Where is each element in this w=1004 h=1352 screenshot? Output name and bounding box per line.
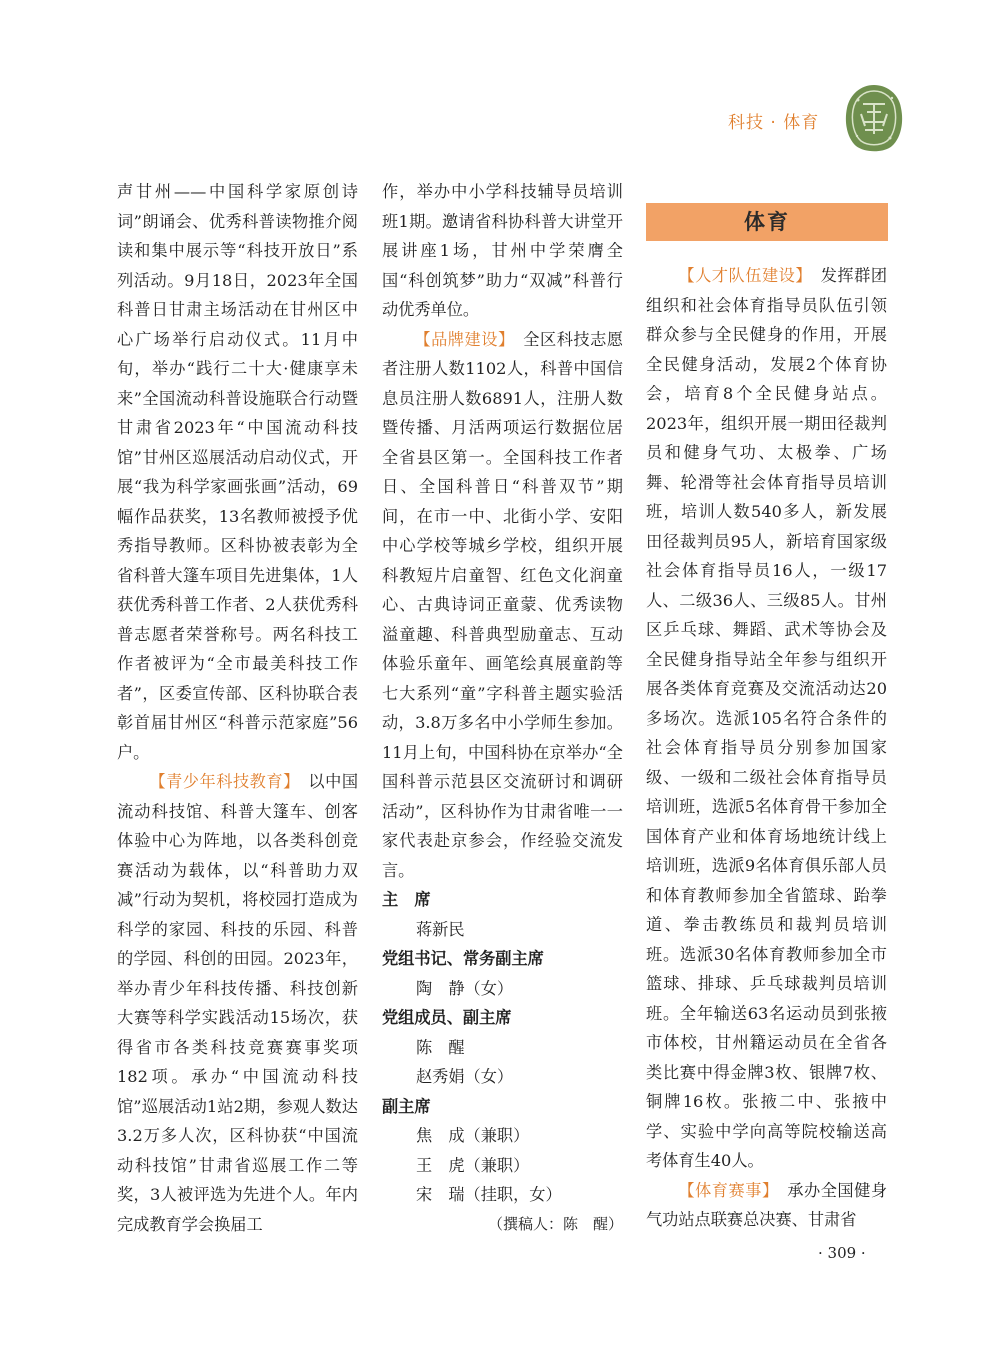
paragraph-text: 以中国流动科技馆、科普大篷车、创客体验中心为阵地，以各类科创竞赛活动为载体，以“科普助力双减”行动为契机，将校园打造成为科学的家园、科技的乐园、科普的学园、科创的田园。2023年，举办青少年科技传播、科技创新大赛等科学实践活动15场次，获得省市各类科技竞赛赛事奖项182项。承办“中国流动科技馆”巡展活动1站2期，参观人数达3.2万多人次，区科协获“中国流动科技馆”甘肃省巡展工作二等奖，3人被评选为先进个人。年内完成教育学会换届工 xyxy=(117,772,359,1234)
person-name: 蒋新民 xyxy=(416,919,465,939)
person-name: 陶 静（女） xyxy=(416,978,514,998)
keyword-heading: 【体育赛事】 xyxy=(678,1180,771,1200)
role-title: 副主席 xyxy=(382,1096,431,1116)
role-title: 主 席 xyxy=(382,890,431,909)
paragraph-text: 承办全国健身气功站点联赛总决赛、甘肃省 xyxy=(646,1180,888,1229)
paragraph-text: 全区科技志愿者注册人数1102人，科普中国信息员注册人数6891人，注册人数暨传播、月活两项运行数据位居全省县区第一。全国科技工作者日、全国科普日“科普双节”期间，在市一中、北街小学、安阳中心学校等城乡学校，组织开展科教短片启童智、红色文化润童心、古典诗词正童蒙、优秀读物溢童趣、科普典型励童志、互动体验乐童年、画笔绘真展童韵等七大系列“童”字科普主题实验活动，3.8万多名中小学师生参加。11月上旬，中国科协在京举办“全国科普示范县区交流研讨和调研活动”，区科协作为甘肃省唯一一家代表赴京参会，作经验交流发言。 xyxy=(382,329,624,880)
paragraph xyxy=(382,325,623,886)
paragraph xyxy=(646,1176,887,1235)
person-name: 王 虎（兼职） xyxy=(416,1155,530,1175)
seal-icon xyxy=(843,82,905,154)
role-title: 党组书记、常务副主席 xyxy=(382,949,544,968)
paragraph xyxy=(646,261,887,1176)
text-column-1 xyxy=(117,177,358,1239)
paragraph-text: 发挥群团组织和社会体育指导员队伍引领群众参与全民健身的作用，开展全民健身活动，发展2个体育协会，培育8个全民健身站点。2023年，组织开展一期田径裁判员和健身气功、太极拳、广场舞、轮滑等社会体育指导员培训班，培训人数540多人，新发展田径裁判员95人，新培育国家级社会体育指导员16人，一级17人、二级36人、三级85人。甘州区乒乓球、舞蹈、武术等协会及全民健身指导站全年参与组织开展各类体育竞赛及交流活动达20多场次。选派105名符合条件的社会体育指导员分别参加国家级、一级和二级社会体育指导员培训班，选派5名体育骨干参加全国体育产业和体育场地统计线上培训班，选派9名体育俱乐部人员和体育教师参加全省篮球、跆拳道、拳击教练员和裁判员培训班。选派30名体育教师参加全市篮球、排球、乒乓球裁判员培训班。全年输送63名运动员到张掖市体校，甘州籍运动员在全省各类比赛中得金牌3枚、银牌7枚、铜牌16枚。张掖二中、张掖中学、实验中学向高等院校输送高考体育生40人。 xyxy=(646,266,888,1170)
keyword-heading: 【青少年科技教育】 xyxy=(149,772,292,791)
paragraph: 声甘州——中国科学家原创诗词”朗诵会、优秀科普读物推介阅读和集中展示等“科技开放日”系列活动。9月18日，2023年全国科普日甘肃主场活动在甘州区中心广场举行启动仪式。11月中旬，举办“践行二十大·健康享未来”全国流动科普设施联合行动暨甘肃省2023年“中国流动科技馆”甘州区巡展活动启动仪式，开展“我为科学家画张画”活动，69幅作品获奖，13名教师被授予优秀指导教师。区科协被表彰为全省科普大篷车项目先进集体，1人获优秀科普工作者、2人获优秀科普志愿者荣誉称号。两名科技工作者被评为“全市最美科技工作者”，区委宣传部、区科协联合表彰首届甘州区“科普示范家庭”56户。 xyxy=(117,182,358,762)
page-number: · 309 · xyxy=(818,1244,866,1262)
paragraph xyxy=(117,767,358,1239)
person-name: 陈 醒 xyxy=(416,1037,465,1057)
person-name: 宋 瑞（挂职，女） xyxy=(416,1185,562,1204)
section-title: 体育 xyxy=(646,203,888,241)
keyword-heading: 【品牌建设】 xyxy=(414,329,507,349)
person-name: 赵秀娟（女） xyxy=(416,1067,514,1086)
text-column-2 xyxy=(382,177,623,1239)
keyword-heading: 【人才队伍建设】 xyxy=(678,266,804,285)
text-column-3 xyxy=(646,261,887,1235)
person-name: 焦 成（兼职） xyxy=(416,1126,530,1145)
section-header-label: 科技 · 体育 xyxy=(728,113,820,133)
role-title: 党组成员、副主席 xyxy=(382,1008,512,1027)
author-credit: （撰稿人：陈 醒） xyxy=(487,1214,623,1233)
paragraph: 作，举办中小学科技辅导员培训班1期。邀请省科协科普大讲堂开展讲座1场，甘州中学荣膺全国“科创筑梦”助力“双减”科普行动优秀单位。 xyxy=(382,182,623,319)
